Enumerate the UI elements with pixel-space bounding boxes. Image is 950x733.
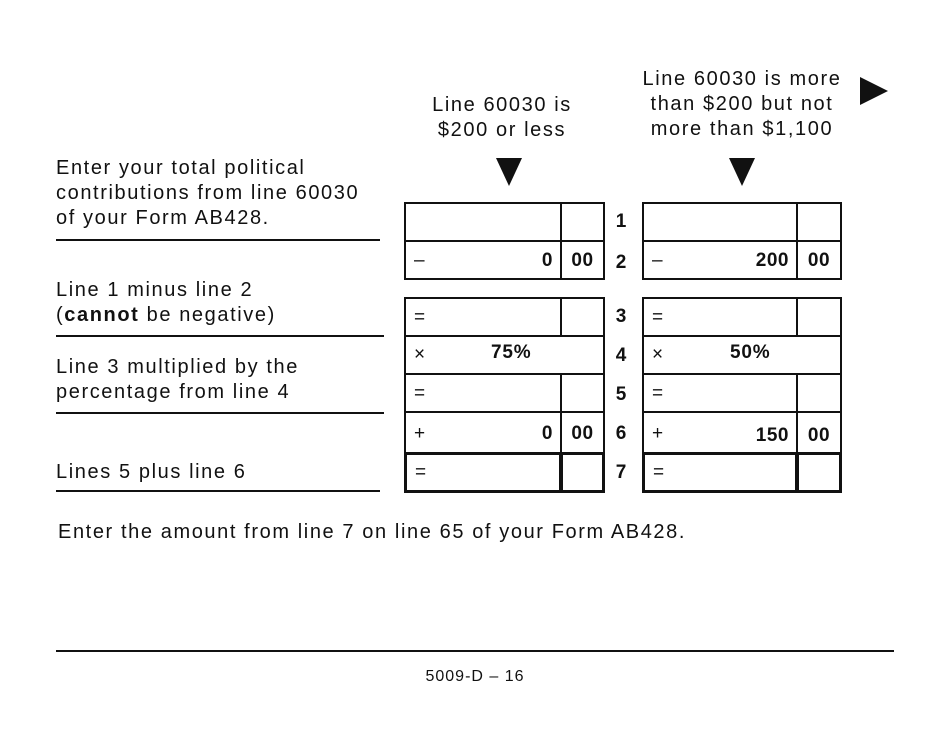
col-a-line-4-percentage: × 75% xyxy=(404,335,605,375)
col-b-line-7-dollars-input[interactable]: = xyxy=(642,452,798,493)
col-a-line-2-dollars: – 0 xyxy=(404,240,562,280)
line-number-6: 6 xyxy=(615,423,627,444)
instruction-text: Enter the amount from line 7 on line 65 of your Form AB428. xyxy=(58,521,687,543)
divider xyxy=(56,412,384,414)
col-a-line-1-cents-input[interactable] xyxy=(560,202,605,242)
line-7-description: Lines 5 plus line 6 xyxy=(56,461,247,483)
col-b-line-5-cents-input[interactable] xyxy=(796,373,842,413)
col-a-line-2-cents: 00 xyxy=(560,240,605,280)
col-a-line-5-dollars-input[interactable]: = xyxy=(404,373,562,413)
divider xyxy=(56,490,380,492)
col-a-line-6-dollars: + 0 xyxy=(404,411,562,454)
column-b-header-line-2: than $200 but not xyxy=(650,93,834,115)
col-b-line-1-dollars-input[interactable] xyxy=(642,202,798,242)
down-arrow-icon xyxy=(496,158,522,186)
line-number-5: 5 xyxy=(615,384,627,405)
down-arrow-icon xyxy=(729,158,755,186)
col-b-line-6-cents: 00 xyxy=(796,411,842,454)
line-3-description: Line 1 minus line 2 (cannot be negative) xyxy=(56,279,276,326)
col-b-line-5-dollars-input[interactable]: = xyxy=(642,373,798,413)
line-number-2: 2 xyxy=(615,252,627,273)
line-number-3: 3 xyxy=(615,306,627,327)
col-a-line-6-cents: 00 xyxy=(560,411,605,454)
column-b-header-line-1: Line 60030 is more xyxy=(642,68,842,90)
divider xyxy=(56,335,384,337)
col-b-line-4-percentage: × 50% xyxy=(642,335,842,375)
line-5-description: Line 3 multiplied by the percentage from line 4 xyxy=(56,356,299,403)
col-b-line-3-dollars-input[interactable]: = xyxy=(642,297,798,337)
col-b-line-1-cents-input[interactable] xyxy=(796,202,842,242)
col-b-line-3-cents-input[interactable] xyxy=(796,297,842,337)
divider xyxy=(56,239,380,241)
column-b-header xyxy=(622,67,862,142)
line-1-description: Enter your total political contributions from line 60030 of your Form AB428. xyxy=(56,157,360,229)
footer-divider xyxy=(56,650,894,652)
column-a-header xyxy=(402,93,602,143)
column-a-header-line-1: Line 60030 is xyxy=(432,94,572,116)
col-a-line-1-dollars-input[interactable] xyxy=(404,202,562,242)
column-a-header-line-2: $200 or less xyxy=(437,119,567,141)
col-a-line-7-cents-input[interactable] xyxy=(560,452,605,493)
col-a-line-7-dollars-input[interactable]: = xyxy=(404,452,562,493)
line-number-1: 1 xyxy=(615,211,627,232)
column-b-header-line-3: more than $1,100 xyxy=(650,118,834,140)
col-a-line-5-cents-input[interactable] xyxy=(560,373,605,413)
continue-right-arrow-icon xyxy=(860,77,888,105)
col-b-line-7-cents-input[interactable] xyxy=(796,452,842,493)
col-b-line-6-dollars: + 150 xyxy=(642,411,798,454)
col-b-line-2-cents: 00 xyxy=(796,240,842,280)
form-page-number: 5009-D – 16 xyxy=(425,668,525,685)
col-b-line-2-dollars: – 200 xyxy=(642,240,798,280)
col-a-line-3-dollars-input[interactable]: = xyxy=(404,297,562,337)
line-number-7: 7 xyxy=(615,462,627,483)
line-number-4: 4 xyxy=(615,345,627,366)
col-a-line-3-cents-input[interactable] xyxy=(560,297,605,337)
